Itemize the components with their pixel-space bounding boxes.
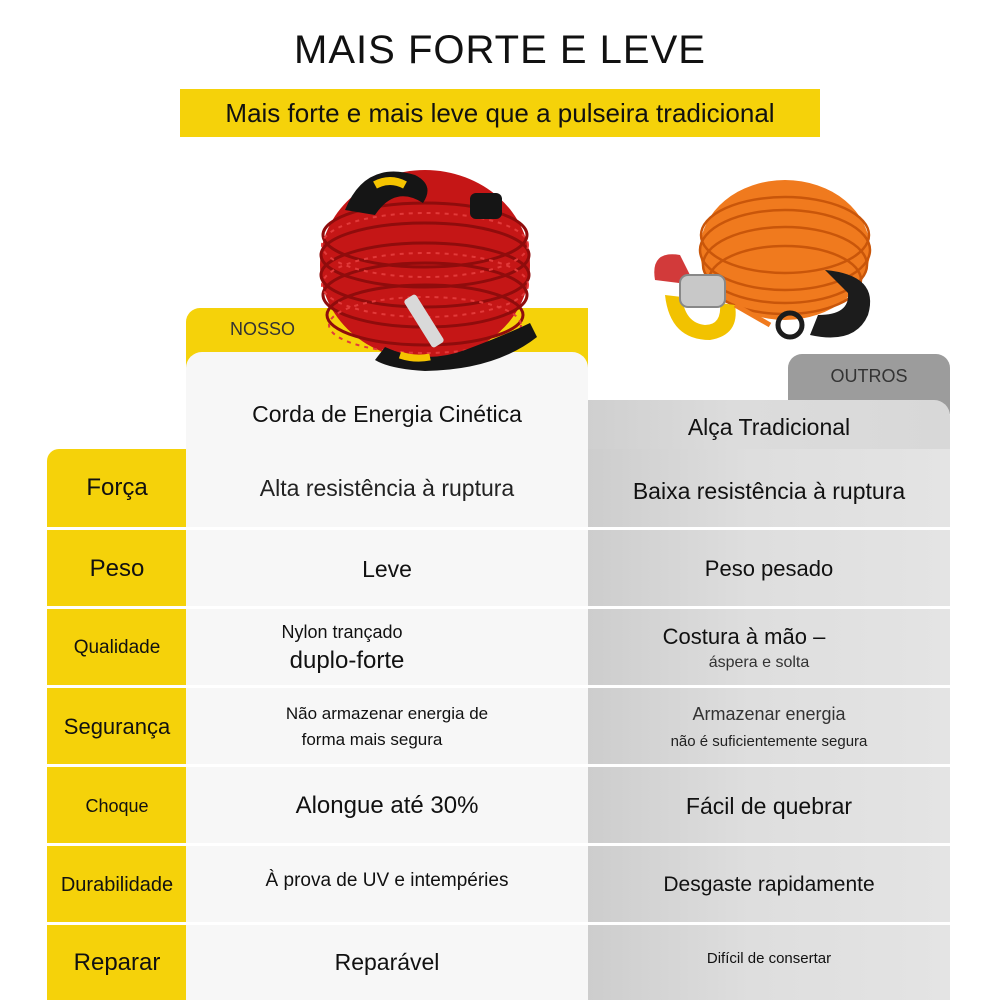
others-product-name: Alça Tradicional bbox=[687, 413, 851, 440]
cell-text: Nylon trançado bbox=[281, 621, 403, 642]
cell-text: Desgaste rapidamente bbox=[663, 873, 875, 896]
cell-text: Não armazenar energia de bbox=[285, 704, 489, 723]
cell-text: Alta resistência à ruptura bbox=[259, 474, 515, 501]
table-row bbox=[47, 449, 950, 527]
ours-tab-label: NOSSO bbox=[230, 319, 296, 339]
cell-text: Baixa resistência à ruptura bbox=[632, 477, 906, 504]
ours-cell bbox=[186, 925, 588, 1000]
page-title: MAIS FORTE E LEVE bbox=[294, 28, 706, 72]
others-cell bbox=[588, 688, 950, 766]
row-label: Força bbox=[86, 474, 148, 501]
ours-cell bbox=[186, 688, 588, 766]
cell-text: Alongue até 30% bbox=[295, 792, 479, 819]
row-label: Durabilidade bbox=[60, 873, 174, 896]
others-cell bbox=[588, 609, 950, 687]
cell-text: Fácil de quebrar bbox=[685, 792, 853, 819]
ours-cell bbox=[186, 530, 588, 608]
table-row bbox=[47, 767, 950, 845]
row-label: Peso bbox=[89, 555, 145, 582]
table-row bbox=[47, 609, 950, 687]
table-row bbox=[47, 530, 950, 608]
others-tab-label: OUTROS bbox=[830, 366, 908, 386]
others-cell bbox=[588, 767, 950, 845]
row-label: Choque bbox=[85, 795, 149, 816]
cell-text: Armazenar energia bbox=[692, 704, 846, 724]
others-cell bbox=[588, 925, 950, 1000]
cell-text: áspera e solta bbox=[708, 654, 810, 671]
table-row bbox=[47, 925, 950, 1000]
row-label: Reparar bbox=[73, 948, 161, 976]
row-label: Qualidade bbox=[73, 637, 161, 658]
cell-text: À prova de UV e intempéries bbox=[265, 870, 509, 891]
cell-text: Leve bbox=[362, 555, 412, 582]
cell-text: não é suficientemente segura bbox=[670, 733, 868, 750]
others-cell bbox=[588, 449, 950, 527]
subtitle-banner bbox=[180, 89, 820, 137]
ours-cell bbox=[186, 609, 588, 687]
cell-text: Peso pesado bbox=[704, 556, 834, 581]
orange-winch-rope-image bbox=[640, 175, 880, 360]
table-row bbox=[47, 846, 950, 924]
subtitle-text: Mais forte e mais leve que a pulseira tradicional bbox=[225, 97, 775, 128]
ours-cell bbox=[186, 767, 588, 845]
red-rope-coil-image bbox=[305, 155, 560, 385]
cell-text: Reparável bbox=[334, 949, 440, 975]
ours-cell bbox=[186, 449, 588, 527]
others-cell bbox=[588, 846, 950, 924]
others-column-header bbox=[588, 400, 950, 450]
cell-text: duplo-forte bbox=[289, 646, 405, 674]
cell-text: Costura à mão – bbox=[662, 624, 826, 649]
cell-text: forma mais segura bbox=[301, 730, 443, 749]
others-cell bbox=[588, 530, 950, 608]
row-label: Segurança bbox=[63, 714, 171, 739]
table-row bbox=[47, 688, 950, 766]
cell-text: Difícil de consertar bbox=[706, 950, 832, 967]
ours-cell bbox=[186, 846, 588, 924]
ours-product-name: Corda de Energia Cinética bbox=[252, 400, 522, 427]
